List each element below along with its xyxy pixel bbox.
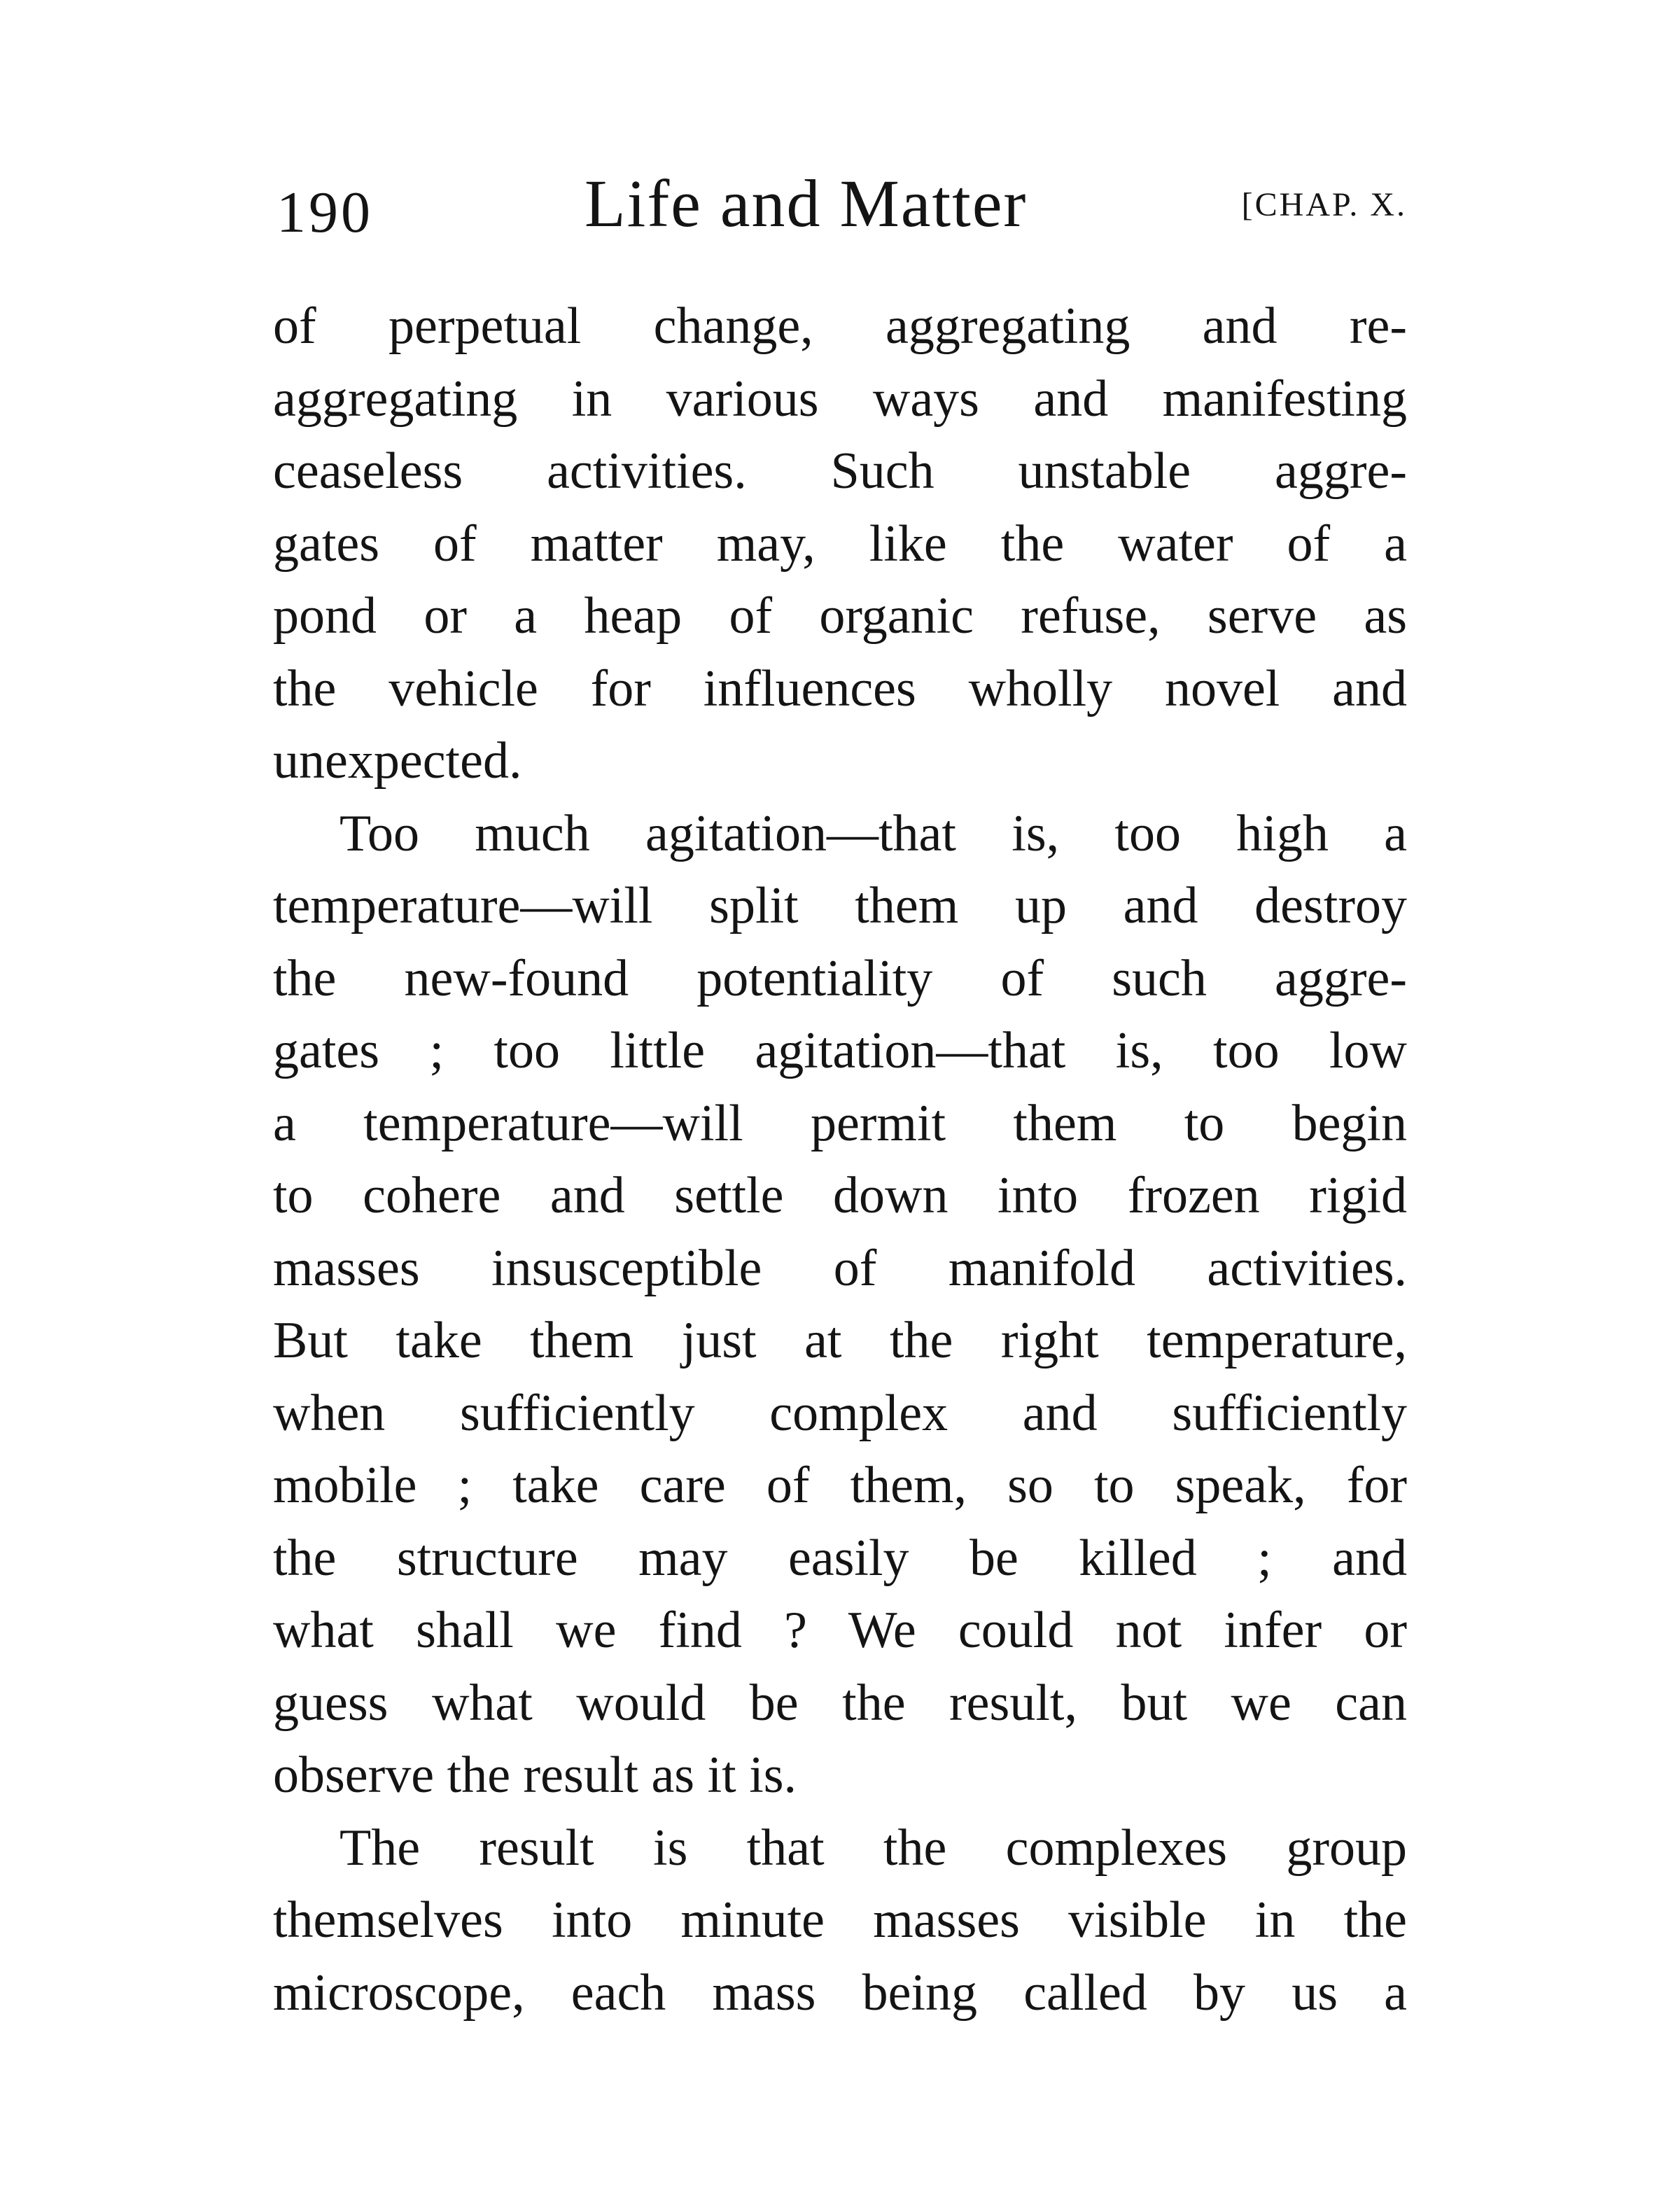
page-number: 190: [276, 180, 373, 245]
text-line: to cohere and settle down into frozen rigid: [273, 1167, 1407, 1224]
text-line: masses insusceptible of manifold activities.: [273, 1239, 1407, 1297]
text-line: guess what would be the result, but we can: [273, 1674, 1407, 1732]
paragraph: [273, 1812, 1407, 2030]
text-line: mobile ; take care of them, so to speak, for: [273, 1457, 1407, 1514]
text-line: of perpetual change, aggregating and re-: [273, 298, 1407, 355]
text-line: unexpected.: [273, 732, 522, 790]
text-line: gates of matter may, like the water of a: [273, 514, 1407, 573]
body-text: [273, 290, 1407, 2029]
text-line: Too much agitation—that is, too high a: [340, 804, 1407, 862]
text-line: temperature—will split them up and destroy: [273, 877, 1407, 934]
text-line: when sufficiently complex and sufficiently: [273, 1384, 1407, 1442]
paragraph: [273, 798, 1407, 1812]
text-line: themselves into minute masses visible in the: [273, 1891, 1407, 1949]
text-line: what shall we find ? We could not infer or: [273, 1602, 1407, 1659]
text-line: aggregating in various ways and manifesting: [273, 370, 1407, 428]
text-line: observe the result as it is.: [273, 1746, 797, 1804]
text-line: gates ; too little agitation—that is, too low: [273, 1022, 1407, 1079]
text-line: microscope, each mass being called by us a: [273, 1963, 1407, 2022]
text-line: ceaseless activities. Such unstable aggre-: [273, 442, 1407, 500]
chapter-mark: [CHAP. X.: [1241, 186, 1407, 223]
running-title: Life and Matter: [584, 166, 1028, 241]
paragraph: [273, 290, 1407, 798]
text-line: the new-found potentiality of such aggre-: [273, 949, 1407, 1007]
text-line: The result is that the complexes group: [340, 1819, 1407, 1877]
text-line: But take them just at the right temperature,: [273, 1312, 1407, 1369]
text-line: the structure may easily be killed ; and: [273, 1529, 1407, 1587]
text-line: a temperature—will permit them to begin: [273, 1094, 1407, 1152]
text-line: pond or a heap of organic refuse, serve as: [273, 587, 1407, 645]
text-line: the vehicle for influences wholly novel and: [273, 659, 1407, 718]
page-header: [276, 150, 1407, 255]
